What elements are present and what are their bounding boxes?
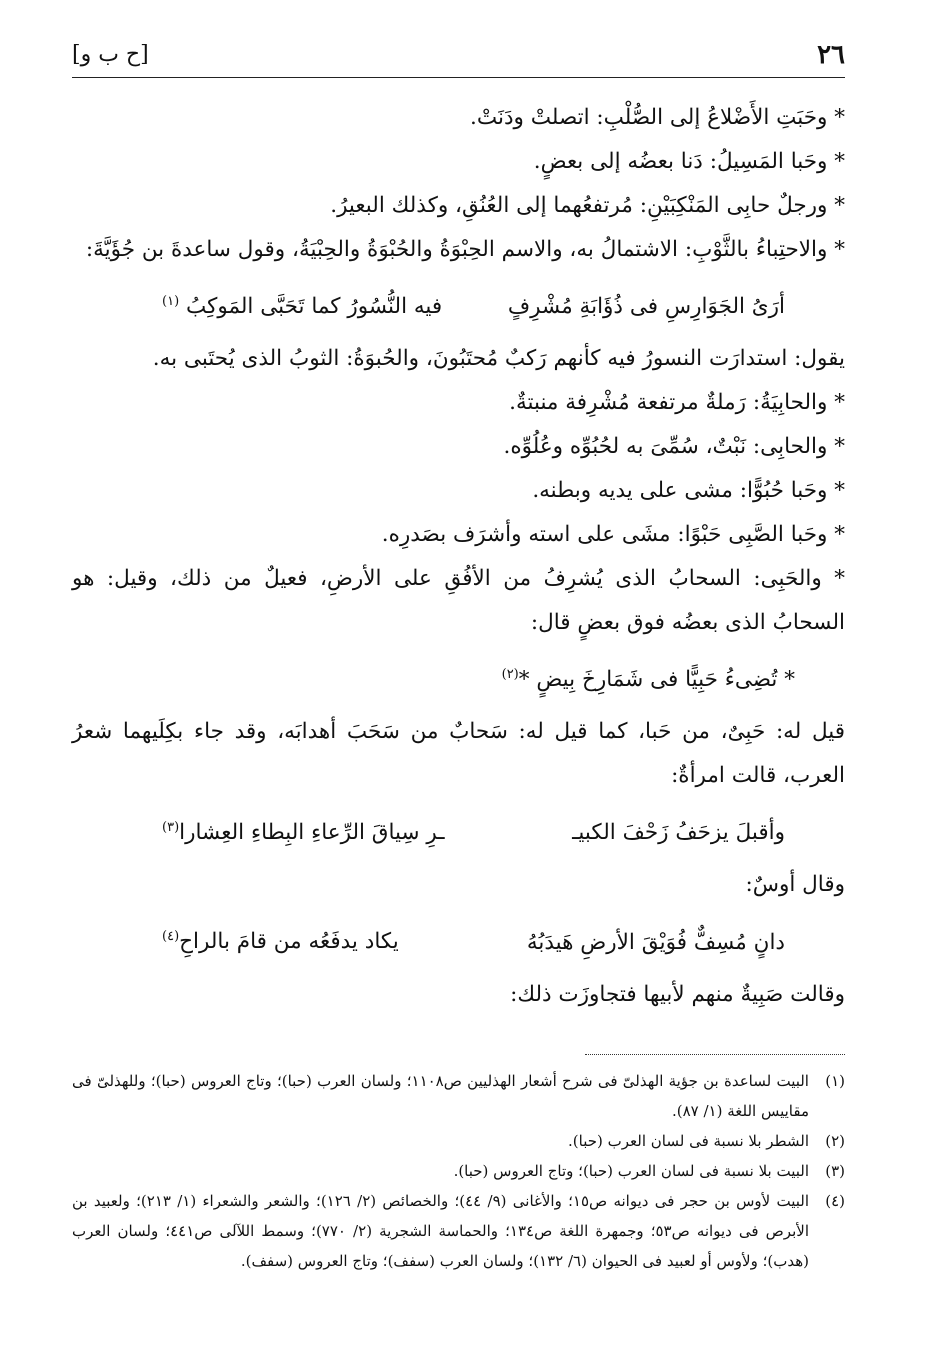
entry: * وحَبا المَسِيلُ: دَنا بعضُه إلى بعضٍ. (533, 149, 845, 174)
footnote-text: البيت لساعدة بن جؤية الهذلىّ فى شرح أشعار الهذليين ص١١٠٨؛ ولسان العرب (حبا)؛ وتاج العروس (حبا)؛ وللهذلىّ فى مقاييس اللغة (١/ ٨٧). (72, 1072, 809, 1120)
footnote (72, 1186, 845, 1276)
running-head: [ح ب و] (72, 42, 149, 67)
main-text (72, 96, 845, 1017)
verse-hemistich-left-text: فيه النُّسُورُ كما تَحَبَّى المَوكِبُ (185, 294, 443, 320)
verse-line (72, 915, 845, 964)
entry: * والحابِيَةُ: رَملةٌ مرتفعة مُشْرِفة منبتةٌ. (509, 390, 845, 416)
footnote (72, 1126, 845, 1156)
verse-line (72, 653, 845, 702)
verse-hemistich-text: * تُضِىءُ حَبِيًّا فى شَمَارِخَ بِيضٍ * (518, 667, 795, 693)
footnote-divider (585, 1054, 845, 1055)
entry: * والحَبِى: السحابُ الذى يُشرِفُ من الأفُقِ على الأرضِ، فعيلٌ من ذلك، وقيل: هو السحابُ الذى بعضُه فوق بعضٍ قال: (72, 566, 845, 636)
entry: * وحَبا الصَّبِى حَبْوًا: مشَى على استه وأشرَف بصَدرِه. (381, 522, 845, 548)
footnote-ref: (١) (162, 294, 180, 309)
entry: يقول: استدارَت النسورُ فيه كأنهم رَكبٌ مُحتَبُونَ، والحُبوَةُ: الثوبُ الذى يُحتَبى به. (152, 346, 845, 372)
entry: * وحَبا حُبُوًّا: مشى على يديه وبطنه. (532, 478, 845, 504)
page-header (72, 38, 845, 78)
verse-hemistich-left (162, 280, 442, 329)
verse-hemistich-right: دانٍ مُسِفٌّ فُوَيْقَ الأرضِ هَيدَبُهُ (526, 929, 785, 955)
verse-hemistich-left (162, 915, 399, 964)
footnote-text: البيت بلا نسبة فى لسان العرب (حبا)؛ وتاج العروس (حبا). (453, 1162, 809, 1180)
footnote-ref: (٣) (162, 820, 180, 836)
entry: * والحابِى: نَبْتٌ، سُمِّىَ به لحُبُوِّه وعُلُوِّه. (503, 434, 845, 460)
entry: وقال أوسٌ: (745, 872, 845, 898)
footnote-number: (١) (825, 1072, 845, 1090)
verse-hemistich-left-text: يكاد يدفَعُه من قامَ بالراحِ (179, 929, 399, 955)
verse-hemistich-right: أرَىُ الجَوَارِسِ فى ذُؤَابَةِ مُشْرِفٍ (507, 294, 785, 320)
verse-line (72, 806, 845, 855)
footnote-ref: (٤) (162, 929, 180, 945)
verse-hemistich-left-text: ـرِ سِياقَ الرِّعاءِ البِطاءِ العِشارا (179, 820, 445, 846)
footnote (72, 1156, 845, 1186)
entry: وقالت صَبِيةٌ منهم لأبيها فتجاوزَت ذلك: (510, 981, 845, 1007)
footnote-text: البيت لأوس بن حجر فى ديوانه ص١٥؛ والأغانى (٩/ ٤٤)؛ والخصائص (٢/ ١٢٦)؛ والشعر والشعراء (١/ ٢١٣)؛ ولعبيد بن الأبرص فى ديوانه ص٥٣؛ وجمهرة اللغة ص١٣٤؛ والحماسة الشجرية (٢/ ٧٧٠)؛ وسمط اللآلى ص٤٤١؛ ولسان العرب (هدب)؛ ولأوس أو لعبيد فى الحيوان (٦/ ١٣٢)؛ ولسان العرب (سفف)؛ وتاج العروس (سفف). (72, 1192, 809, 1270)
entry: قيل له: حَبِىٌ، من حَبا، كما قيل له: سَحابٌ من سَحَبَ أهدابَه، وقد جاء بكِلَيهما شعرُ العرب، قالت امرأةٌ: (72, 719, 845, 789)
footnotes (72, 1066, 845, 1276)
footnote (72, 1066, 845, 1126)
entry: * ورجلٌ حابِى المَنْكِبَيْنِ: مُرتفعُهما إلى العُنُقِ، وكذلك البعيرُ. (330, 193, 845, 218)
footnote-number: (٢) (825, 1132, 845, 1150)
verse-line (72, 280, 845, 329)
footnote-number: (٣) (825, 1162, 845, 1180)
footnote-ref: (٢) (501, 667, 519, 683)
verse-hemistich-left (162, 806, 445, 855)
footnote-text: الشطر بلا نسبة فى لسان العرب (حبا). (568, 1132, 809, 1150)
entry: * والاحتِباءُ بالثَّوْبِ: الاشتمالُ به، والاسم الحِبْوَةُ والحُبْوَةُ والحِبْيَةُ، وقول ساعدةَ بن جُؤَيَّةَ: (85, 237, 845, 262)
verse-hemistich (502, 653, 795, 702)
entry: * وحَبَتِ الأَضْلاعُ إلى الصُّلْبِ: اتصلتْ ودَنَتْ. (470, 105, 845, 130)
footnote-number: (٤) (825, 1192, 845, 1210)
verse-hemistich-right: وأقبلَ يزحَفُ زَحْفَ الكبيـ (572, 820, 785, 846)
page-number: ٢٦ (817, 40, 845, 70)
